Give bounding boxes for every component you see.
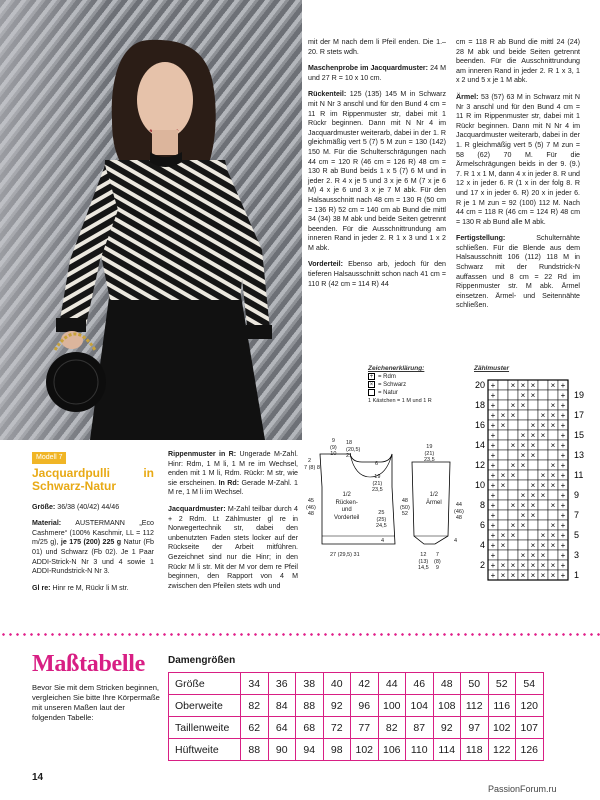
plus-icon: +: [560, 471, 566, 480]
plus-icon: +: [560, 491, 566, 500]
plus-icon: +: [490, 471, 496, 480]
cross-icon: ×: [369, 382, 374, 389]
plus-icon: +: [560, 561, 566, 570]
cross-icon: ×: [550, 421, 556, 430]
size-cell: 97: [461, 717, 489, 739]
cross-icon: ×: [510, 441, 516, 450]
plus-icon: +: [490, 481, 496, 490]
chart-cell: [538, 440, 548, 450]
cross-icon: ×: [510, 501, 516, 510]
chart-cell: [528, 410, 538, 420]
chart-cell: [538, 460, 548, 470]
aermel-paragraph: Ärmel: 53 (57) 63 M in Schwarz mit N Nr 3 anschl und für den Bund 4 cm = 11 R im Rippenmuster str, dabei mit 1 Rückr beginnen. Dann mit N Nr 4 im Jacquardmuster weiterarb, dabei in der 1. R gleichmäßig vert 5 (5) 7 M zun = 58 (62) 70 M. Für die Ärmelschrägungen beids in der 9. (9.) 7. R 1 x 1 M, dann 4 x in jeder 8. R und 12 x in jeder 6. R (1 x in der folg 8. R und 17 x in jeder 6. R) 20 x in jeder 6. R je 1 M zun = 92 (100) 112 M. Nach 44 cm = 118 R (46 cm = 124 R) 48 cm = 130 R ab Bund alle M abk.: [456, 92, 580, 226]
cross-icon: ×: [520, 391, 526, 400]
plus-icon: +: [490, 461, 496, 470]
cross-icon: ×: [540, 421, 546, 430]
size-cell: 110: [406, 739, 434, 761]
cross-icon: ×: [530, 501, 536, 510]
plus-icon: +: [560, 501, 566, 510]
size-cell: 102: [488, 717, 516, 739]
size-cell: 126: [516, 739, 544, 761]
cross-icon: ×: [530, 511, 536, 520]
chart-cell: [508, 510, 518, 520]
legend-item-natur: = Natur: [368, 389, 468, 397]
row-number: 14: [474, 440, 485, 450]
rippen-paragraph: Rippenmuster in R: Ungerade M-Zahl. Hinr: Rdm, 1 M li, 1 M re im Wechsel, enden mit 1 M li, Rdm. Rückr: M str, wie sie erscheinen. In Rd: Gerade M-Zahl. 1 M re, 1 M li im Wechsel.: [168, 450, 298, 497]
chart-cell: [508, 480, 518, 490]
plus-icon: +: [490, 441, 496, 450]
size-cell: 52: [488, 673, 516, 695]
cross-icon: ×: [540, 481, 546, 490]
size-cell: 42: [351, 673, 379, 695]
row-number: 8: [479, 500, 485, 510]
model-tag: Modell 7: [32, 452, 66, 464]
cross-icon: ×: [550, 531, 556, 540]
chart-cell: [498, 450, 508, 460]
size-cell: 48: [433, 673, 461, 695]
row-number: 12: [474, 460, 485, 470]
cross-icon: ×: [510, 471, 516, 480]
size-row-label: Größe: [169, 673, 241, 695]
size-cell: 50: [461, 673, 489, 695]
mass-title: Maßtabelle: [32, 651, 145, 677]
plus-icon: +: [490, 411, 496, 420]
row-number: 16: [474, 420, 485, 430]
cross-icon: ×: [500, 561, 506, 570]
model-photo: [0, 0, 302, 440]
counting-chart: [470, 375, 585, 587]
plus-icon: +: [490, 521, 496, 530]
size-cell: 36: [268, 673, 296, 695]
chart-cell: [538, 400, 548, 410]
size-cell: 116: [488, 695, 516, 717]
cross-icon: ×: [530, 421, 536, 430]
plus-icon: +: [490, 451, 496, 460]
plus-icon: +: [490, 491, 496, 500]
cross-icon: ×: [540, 431, 546, 440]
size-cell: 62: [241, 717, 269, 739]
ausschnitt-paragraph: cm = 118 R ab Bund die mittl 24 (24) 28 M abk und beide Seiten getrennt beenden. Für die Ausschnittrundung am inneren Rand in jeder 2. R 1 x 3, 1 x 2 und 5 x je 1 M abk.: [456, 38, 580, 85]
row-number: 13: [574, 450, 585, 460]
chart-cell: [548, 550, 558, 560]
chart-cell: [508, 490, 518, 500]
cross-icon: ×: [500, 481, 506, 490]
cross-icon: ×: [520, 501, 526, 510]
maschenprobe-paragraph: Maschenprobe im Jacquardmuster: 24 M und 27 R = 10 x 10 cm.: [308, 64, 446, 82]
cross-icon: ×: [540, 471, 546, 480]
size-cell: 46: [406, 673, 434, 695]
middle-column: [168, 450, 298, 598]
size-cell: 40: [323, 673, 351, 695]
cross-icon: ×: [520, 381, 526, 390]
vorderteil-paragraph: Vorderteil: Ebenso arb, jedoch für den tieferen Halsausschnitt schon nach 41 cm = 110 R (42 cm = 114 R) 44: [308, 260, 446, 288]
row-number: 18: [474, 400, 485, 410]
mass-intro: Bevor Sie mit dem Stricken beginnen, vergleichen Sie bitte Ihre Körpermaße mit unseren Maßen laut der folgenden Tabelle:: [32, 683, 160, 722]
chart-cell: [548, 450, 558, 460]
chart-cell: [498, 550, 508, 560]
chart-cell: [538, 500, 548, 510]
chart-cell: [538, 380, 548, 390]
size-cell: 77: [351, 717, 379, 739]
chart-cell: [498, 500, 508, 510]
size-cell: 44: [378, 673, 406, 695]
plus-icon: +: [560, 461, 566, 470]
chart-cell: [498, 460, 508, 470]
cross-icon: ×: [550, 441, 556, 450]
plus-icon: +: [490, 561, 496, 570]
jacquard-paragraph: Jacquardmuster: M-Zahl teilbar durch 4 + 2 Rdm. Lt Zählmuster gl re in Norwegertechnik str, dabei den unbenutzten Faden stets locker auf der Rückseite der Arbeit mitführen. Gezeichnet sind nur die Hinr; in den Rückr M li str. Mit der M vor dem re Pfeil beginnen, den Rapport von 4 M zwischen den Pfeilen stets wdh und: [168, 504, 298, 590]
size-row-label: Taillenweite: [169, 717, 241, 739]
cross-icon: ×: [550, 571, 556, 580]
row-number: 15: [574, 430, 585, 440]
chart-cell: [518, 530, 528, 540]
plus-icon: +: [560, 541, 566, 550]
size-cell: 88: [296, 695, 324, 717]
size-cell: 92: [433, 717, 461, 739]
empty-box-icon: [368, 389, 375, 396]
size-row-label: Hüftweite: [169, 739, 241, 761]
chart-cell: [528, 520, 538, 530]
legend-item-rdm: + = Rdm: [369, 374, 396, 381]
cross-icon: ×: [520, 571, 526, 580]
cross-icon: ×: [520, 551, 526, 560]
cross-icon: ×: [520, 401, 526, 410]
legend-note: 1 Kästchen = 1 M und 1 R: [368, 398, 432, 405]
chart-title: Zählmuster: [474, 365, 510, 372]
rueckenteil-paragraph: Rückenteil: 125 (135) 145 M in Schwarz mit N Nr 3 anschl und für den Bund 4 cm = 11 R im Rippenmuster str, dabei mit 1 Rückr beginnen. Dann mit N Nr 4 im Jacquardmuster weiterarb, dabei in der 1. R gleichmäßig vert 5 (7) 5 M zun = 130 (142) 150 M. Für die Schulterschrägungen nach 44 cm = 120 R (46 cm = 126 R) 48 cm = 130 R ab Bund beids 1 x 5 (7) 6 M und in jeder 2. R 4 x je 5 und 3 x je 6 M (7 x je 6 M) 4 x je 6 und 3 x je 7 M abk. Für den Halsausschnitt nach 48 cm = 130 R (50 cm = 136 R) 52 cm = 140 cm ab Bund die mittl 34 (34) 38 M abk und beide Seiten getrennt beenden. Für die Ausschnittrundung am inneren Rand in jeder 2. R 1 x 3 und 1 x 2 M abk.: [308, 90, 447, 252]
chart-cell: [518, 410, 528, 420]
size-cell: 96: [351, 695, 379, 717]
size-row: [169, 717, 544, 739]
cross-icon: ×: [530, 391, 536, 400]
size-cell: 72: [323, 717, 351, 739]
chart-cell: [508, 450, 518, 460]
cross-icon: ×: [550, 501, 556, 510]
cross-icon: ×: [530, 441, 536, 450]
fertigstellung-paragraph: Fertigstellung: Schulternähte schließen. Für die Blende aus dem Halsausschnitt 106 (112) 118 M in Schwarz mit der Rundstrick-N auffassen und 8 cm = 22 Rd im Rippenmuster str. M abk. Ärmel einsetzen. Ärmel- und Seitennähte schließen.: [456, 234, 580, 310]
plus-icon: +: [490, 551, 496, 560]
cross-icon: ×: [510, 531, 516, 540]
plus-icon: +: [560, 511, 566, 520]
chart-cell: [538, 390, 548, 400]
cross-icon: ×: [500, 471, 506, 480]
cross-icon: ×: [550, 481, 556, 490]
size-cell: 108: [433, 695, 461, 717]
cross-icon: ×: [530, 541, 536, 550]
plus-icon: +: [490, 501, 496, 510]
size-cell: 90: [268, 739, 296, 761]
legend: [368, 365, 468, 405]
chart-cell: [518, 420, 528, 430]
cross-icon: ×: [540, 531, 546, 540]
cross-icon: ×: [500, 411, 506, 420]
chart-cell: [548, 430, 558, 440]
cross-icon: ×: [510, 521, 516, 530]
model-figure: [0, 0, 302, 440]
row-number: 5: [574, 530, 580, 540]
size-cell: 104: [406, 695, 434, 717]
cross-icon: ×: [550, 401, 556, 410]
plus-icon: +: [490, 431, 496, 440]
plus-icon: +: [560, 391, 566, 400]
cross-icon: ×: [510, 571, 516, 580]
plus-icon: +: [490, 401, 496, 410]
chart-cell: [528, 460, 538, 470]
chart-cell: [538, 520, 548, 530]
cross-icon: ×: [550, 471, 556, 480]
size-cell: 34: [241, 673, 269, 695]
cross-icon: ×: [510, 561, 516, 570]
plus-icon: +: [560, 381, 566, 390]
plus-icon: +: [560, 451, 566, 460]
chart-cell: [528, 470, 538, 480]
plus-icon: +: [490, 531, 496, 540]
plus-icon: +: [490, 541, 496, 550]
size-cell: 98: [323, 739, 351, 761]
chart-cell: [498, 490, 508, 500]
size-cell: 54: [516, 673, 544, 695]
row-number: 11: [574, 470, 584, 480]
cross-icon: ×: [550, 411, 556, 420]
plus-icon: +: [490, 381, 496, 390]
cross-icon: ×: [500, 571, 506, 580]
cross-icon: ×: [500, 531, 506, 540]
cross-icon: ×: [510, 401, 516, 410]
intro-paragraph: mit der M nach dem li Pfeil enden. Die 1.–20. R stets wdh.: [308, 38, 446, 56]
chart-cell: [508, 550, 518, 560]
chart-cell: [498, 390, 508, 400]
glre-paragraph: Gl re: Hinr re M, Rückr li M str.: [32, 583, 129, 592]
cross-icon: ×: [530, 451, 536, 460]
cross-icon: ×: [530, 381, 536, 390]
chart-cell: [508, 390, 518, 400]
cross-icon: ×: [530, 481, 536, 490]
size-row: [169, 739, 544, 761]
column-three: [308, 38, 446, 296]
size-cell: 114: [433, 739, 461, 761]
chart-cell: [498, 440, 508, 450]
size-cell: 68: [296, 717, 324, 739]
cross-icon: ×: [520, 431, 526, 440]
left-column: [32, 452, 154, 600]
chart-cell: [498, 520, 508, 530]
plus-icon: +: [560, 421, 566, 430]
cross-icon: ×: [550, 521, 556, 530]
cross-icon: ×: [540, 491, 546, 500]
size-cell: 106: [378, 739, 406, 761]
legend-item-schwarz: × = Schwarz: [369, 382, 407, 389]
plus-icon: +: [560, 571, 566, 580]
cross-icon: ×: [530, 491, 536, 500]
watermark: PassionForum.ru: [488, 784, 557, 794]
cross-icon: ×: [550, 381, 556, 390]
size-cell: 87: [406, 717, 434, 739]
size-cell: 84: [268, 695, 296, 717]
mass-subtitle: Damengrößen: [168, 655, 236, 666]
row-number: 10: [474, 480, 485, 490]
row-number: 4: [479, 540, 485, 550]
plus-icon: +: [560, 551, 566, 560]
chart-cell: [508, 430, 518, 440]
cross-icon: ×: [520, 521, 526, 530]
chart-cell: [518, 480, 528, 490]
legend-title: Zeichenerklärung:: [368, 365, 425, 372]
cross-icon: ×: [510, 411, 516, 420]
row-number: 3: [574, 550, 580, 560]
cross-icon: ×: [520, 491, 526, 500]
chart-cell: [548, 490, 558, 500]
groesse-paragraph: Größe: 36/38 (40/42) 44/46: [32, 502, 120, 511]
size-row: [169, 695, 544, 717]
cross-icon: ×: [520, 441, 526, 450]
size-cell: 94: [296, 739, 324, 761]
row-number: 9: [574, 490, 580, 500]
plus-icon: +: [560, 481, 566, 490]
chart-cell: [508, 420, 518, 430]
cross-icon: ×: [510, 381, 516, 390]
cross-icon: ×: [540, 561, 546, 570]
cross-icon: ×: [520, 561, 526, 570]
cross-icon: ×: [530, 561, 536, 570]
cross-icon: ×: [550, 461, 556, 470]
row-number: 20: [474, 380, 485, 390]
size-cell: 92: [323, 695, 351, 717]
dotted-divider: [0, 633, 600, 636]
row-number: 1: [574, 570, 580, 580]
row-number: 19: [574, 390, 585, 400]
schematic-labels: 9 (9) 10 18 (20,5) 21 2 7 (8) 8 6 19 (21) 23,5 45 (46) 48 1/2 Rücken- und Vorderteil 25 (25) 24,5 4 27 (29,5) 31 19 (21) 23,5 1/2 Ärmel 48 (50) 52 44 (46) 48 4 12 (13) 14,5 7 (8) 9: [304, 438, 464, 571]
plus-icon: +: [490, 391, 496, 400]
chart-cell: [528, 400, 538, 410]
plus-icon: +: [560, 441, 566, 450]
size-cell: 112: [461, 695, 489, 717]
page-number: 14: [32, 772, 44, 783]
cross-icon: ×: [540, 411, 546, 420]
plus-icon: +: [560, 401, 566, 410]
plus-icon: +: [490, 421, 496, 430]
cross-icon: ×: [530, 571, 536, 580]
plus-icon: +: [369, 374, 374, 380]
plus-icon: +: [560, 431, 566, 440]
size-cell: 64: [268, 717, 296, 739]
chart-cell: [528, 530, 538, 540]
row-number: 2: [479, 560, 485, 570]
size-row-label: Oberweite: [169, 695, 241, 717]
cross-icon: ×: [500, 541, 506, 550]
size-cell: 118: [461, 739, 489, 761]
model-title: Jacquardpulli in Schwarz-Natur: [32, 465, 154, 494]
cross-icon: ×: [520, 461, 526, 470]
size-cell: 120: [516, 695, 544, 717]
size-cell: 82: [241, 695, 269, 717]
size-row: [169, 673, 544, 695]
cross-icon: ×: [550, 561, 556, 570]
chart-cell: [548, 390, 558, 400]
size-cell: 102: [351, 739, 379, 761]
size-table: [168, 672, 544, 761]
cross-icon: ×: [520, 451, 526, 460]
plus-icon: +: [560, 521, 566, 530]
plus-icon: +: [490, 571, 496, 580]
cross-icon: ×: [550, 541, 556, 550]
plus-icon: +: [560, 531, 566, 540]
cross-icon: ×: [510, 461, 516, 470]
chart-cell: [518, 470, 528, 480]
cross-icon: ×: [540, 551, 546, 560]
chart-cell: [538, 450, 548, 460]
plus-icon: +: [560, 411, 566, 420]
chart-cell: [508, 540, 518, 550]
material-paragraph: Material: AUSTERMANN „Eco Cashmere“ (100% Kaschmir, LL = 112 m/25 g), je 175 (200) 225 g Natur (Fb 01) und Schwarz (Fb 02). Je 1 Paar ADDI-Strick-N Nr 3 und 4 sowie 1 ADDI-Rundstrick-N Nr 3.: [32, 519, 154, 576]
cross-icon: ×: [500, 421, 506, 430]
cross-icon: ×: [520, 511, 526, 520]
size-cell: 88: [241, 739, 269, 761]
cross-icon: ×: [530, 431, 536, 440]
row-number: 6: [479, 520, 485, 530]
chart-cell: [538, 510, 548, 520]
size-cell: 122: [488, 739, 516, 761]
row-number: 17: [574, 410, 585, 420]
cross-icon: ×: [540, 541, 546, 550]
chart-cell: [518, 540, 528, 550]
size-cell: 100: [378, 695, 406, 717]
chart-cell: [498, 400, 508, 410]
plus-icon: +: [490, 511, 496, 520]
chart-cell: [498, 430, 508, 440]
cross-icon: ×: [530, 551, 536, 560]
size-cell: 38: [296, 673, 324, 695]
chart-cell: [548, 510, 558, 520]
row-number: 7: [574, 510, 580, 520]
size-cell: 82: [378, 717, 406, 739]
chart-cell: [498, 510, 508, 520]
chart-cell: [498, 380, 508, 390]
column-four: [456, 38, 580, 318]
cross-icon: ×: [540, 571, 546, 580]
size-cell: 107: [516, 717, 544, 739]
